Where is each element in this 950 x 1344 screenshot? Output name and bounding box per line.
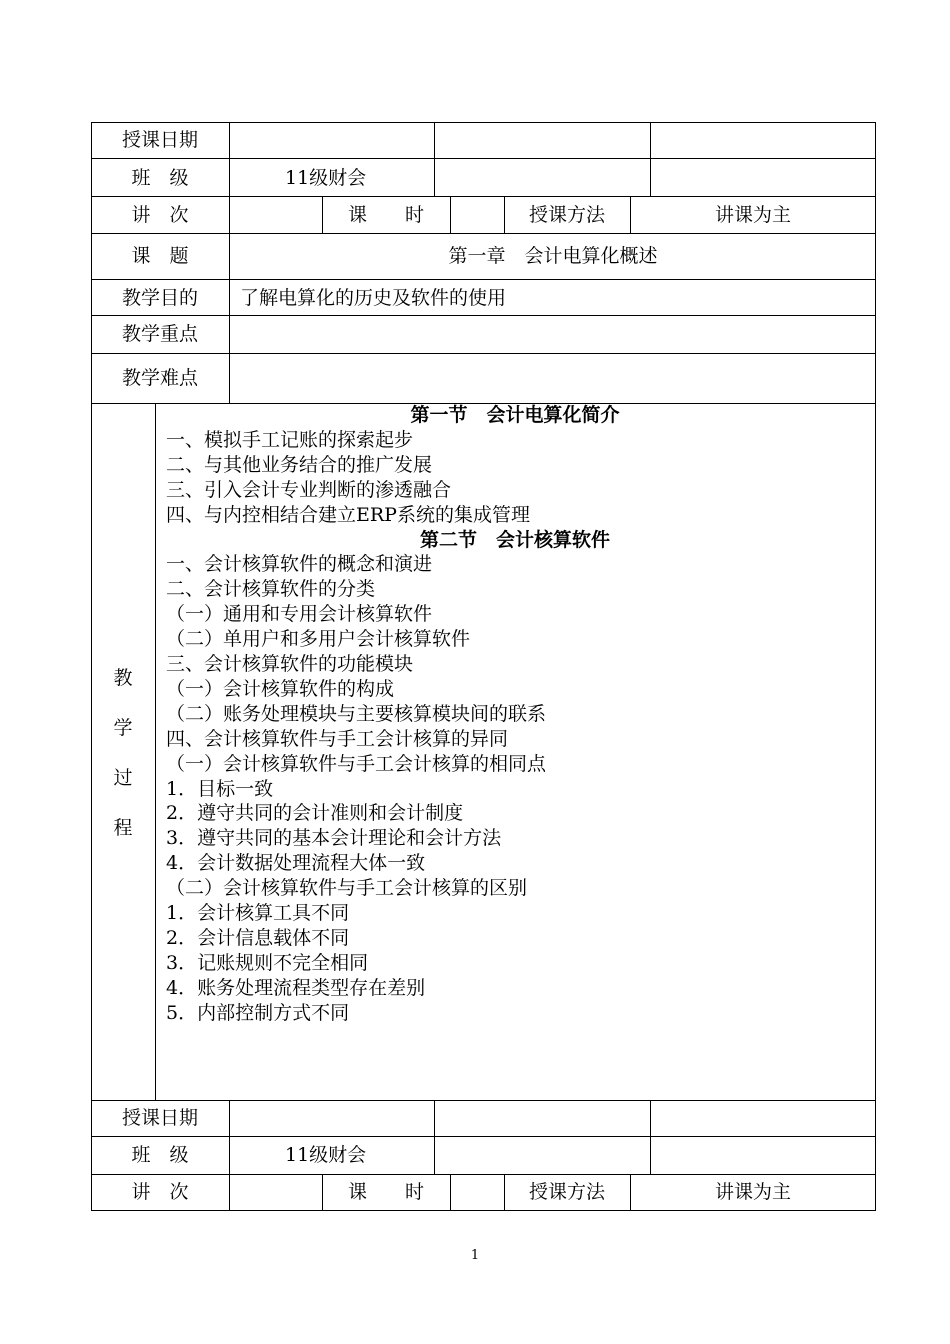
content-line: （二）会计核算软件与手工会计核算的区别 xyxy=(166,877,528,900)
content-line: 一、会计核算软件的概念和演进 xyxy=(166,553,433,576)
rule xyxy=(91,158,876,159)
content-line: 四、与内控相结合建立ERP系统的集成管理 xyxy=(166,503,530,526)
rule xyxy=(91,315,876,316)
process-label-char: 程 xyxy=(113,817,133,839)
class-label: 班 级 xyxy=(131,167,189,189)
class-label: 班 级 xyxy=(131,1144,189,1166)
content-line: 二、与其他业务结合的推广发展 xyxy=(166,453,433,476)
table-border-right xyxy=(875,122,876,1210)
date-label: 授课日期 xyxy=(121,1107,199,1129)
content-line: 1．会计核算工具不同 xyxy=(166,902,350,924)
rule xyxy=(650,122,651,196)
rule xyxy=(322,196,323,233)
content-line: （一）会计核算软件的构成 xyxy=(166,677,395,700)
content-line: （二）单用户和多用户会计核算软件 xyxy=(166,628,471,651)
table-border-left xyxy=(91,122,92,1210)
content-line: 一、模拟手工记账的探索起步 xyxy=(166,428,414,451)
rule xyxy=(229,1100,230,1210)
hours-label: 课 时 xyxy=(347,204,425,226)
rule xyxy=(91,122,876,123)
rule xyxy=(450,1174,451,1210)
content-line: 四、会计核算软件与手工会计核算的异同 xyxy=(166,727,509,750)
rule xyxy=(91,1136,876,1137)
content-line: 4．账务处理流程类型存在差别 xyxy=(166,976,426,999)
page-number: 1 xyxy=(470,1248,480,1263)
rule xyxy=(91,279,876,280)
content-line: 三、引入会计专业判断的渗透融合 xyxy=(166,478,452,501)
rule xyxy=(630,1174,631,1210)
method-label: 授课方法 xyxy=(528,1181,606,1203)
rule xyxy=(91,1210,876,1211)
date-label: 授课日期 xyxy=(121,129,199,151)
content-line: 2．遵守共同的会计准则和会计制度 xyxy=(166,802,464,825)
rule xyxy=(434,1100,435,1174)
goal-value: 了解电算化的历史及软件的使用 xyxy=(240,287,507,309)
rule xyxy=(504,1174,505,1210)
content-line: （二）账务处理模块与主要核算模块间的联系 xyxy=(166,702,547,725)
topic-label: 课 题 xyxy=(131,245,189,267)
content-line: 三、会计核算软件的功能模块 xyxy=(166,653,414,675)
rule xyxy=(322,1174,323,1210)
topic-value: 第一章 会计电算化概述 xyxy=(448,245,658,267)
process-label-char: 教 xyxy=(113,667,133,689)
content-line: 3．遵守共同的基本会计理论和会计方法 xyxy=(166,827,502,850)
content-line: 二、会计核算软件的分类 xyxy=(166,578,376,601)
rule xyxy=(91,196,876,197)
class-value: 11级财会 xyxy=(285,1144,367,1166)
method-label: 授课方法 xyxy=(528,204,606,226)
session-label: 讲 次 xyxy=(131,1181,189,1203)
section-heading: 第一节 会计电算化简介 xyxy=(410,404,620,426)
process-label-char: 过 xyxy=(113,767,133,789)
rule xyxy=(450,196,451,233)
content-line: （一）会计核算软件与手工会计核算的相同点 xyxy=(166,752,547,775)
content-line: 2．会计信息载体不同 xyxy=(166,926,350,949)
rule xyxy=(155,403,156,1100)
process-label-char: 学 xyxy=(113,717,133,739)
rule xyxy=(91,1174,876,1175)
rule xyxy=(91,1100,876,1101)
content-line: 4．会计数据处理流程大体一致 xyxy=(166,852,426,875)
rule xyxy=(91,353,876,354)
goal-label: 教学目的 xyxy=(121,287,199,309)
method-value: 讲课为主 xyxy=(714,1181,792,1203)
key-points-label: 教学重点 xyxy=(121,323,199,345)
session-label: 讲 次 xyxy=(131,204,189,226)
content-line: （一）通用和专用会计核算软件 xyxy=(166,603,433,626)
content-line: 5．内部控制方式不同 xyxy=(166,1001,350,1024)
rule xyxy=(504,196,505,233)
rule xyxy=(630,196,631,233)
content-line: 3．记账规则不完全相同 xyxy=(166,951,369,974)
rule xyxy=(434,122,435,196)
difficulty-label: 教学难点 xyxy=(121,367,199,389)
section-heading: 第二节 会计核算软件 xyxy=(419,528,611,551)
method-value: 讲课为主 xyxy=(714,204,792,226)
class-value: 11级财会 xyxy=(285,167,367,189)
content-line: 1．目标一致 xyxy=(166,777,274,800)
hours-label: 课 时 xyxy=(347,1181,425,1203)
rule xyxy=(229,122,230,403)
rule xyxy=(91,233,876,234)
rule xyxy=(650,1100,651,1174)
